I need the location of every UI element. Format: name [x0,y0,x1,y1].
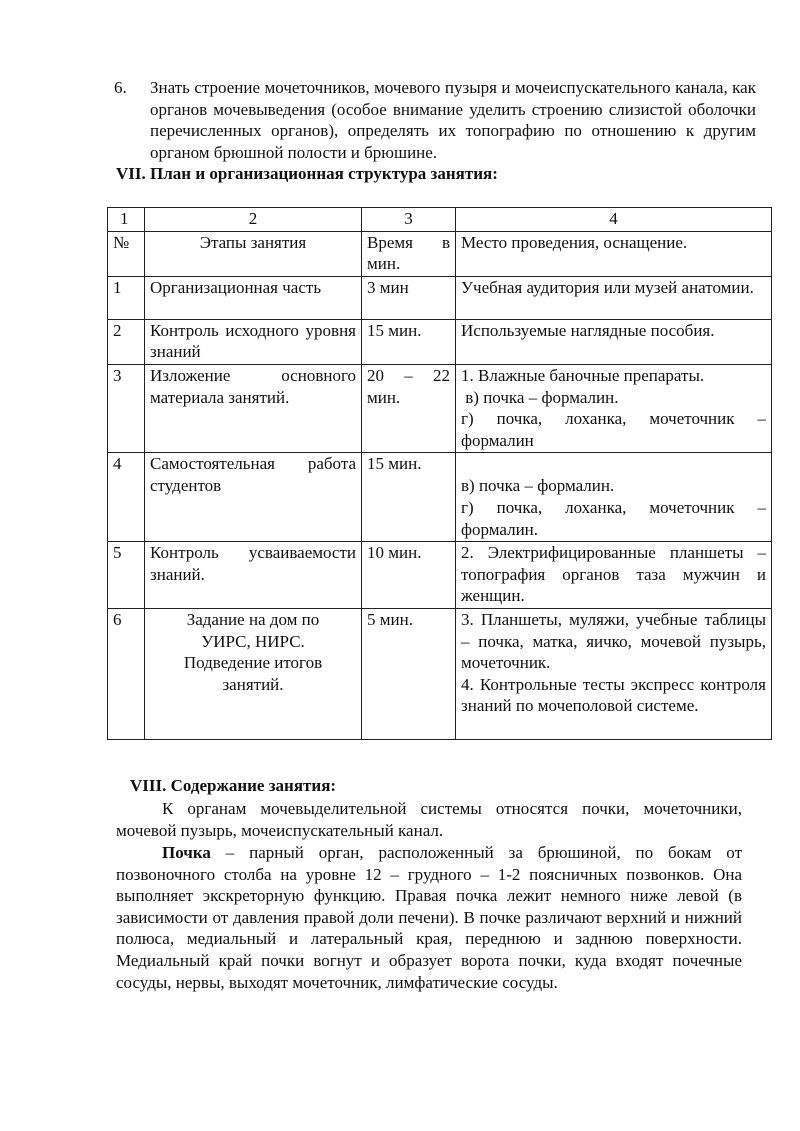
paragraph-kidney [116,842,742,993]
row-place [456,608,772,739]
row-place [456,364,772,452]
table-row [108,608,772,739]
kidney-description: – парный орган, расположенный за брюшиной, по бокам от позвоночного столба на уровне 12 – грудного – 1-2 поясничных позвонков. Она выполняет экскреторную функцию. Правая почка лежит немного ниже левой (в зависимости от давления правой доли печени). В почке различают верхний и нижний полюса, медиальный и латеральный края, переднюю и заднюю поверхности. Медиальный край почки вогнут и образует ворота почки, куда входят почечные сосуды, нервы, выходят мочеточник, лимфатические сосуды. [116,843,742,992]
row-place [456,453,772,542]
paragraph-urinary-organs: К органам мочевыделительной системы относятся почки, мочеточники, мочевой пузырь, мочеиспускательный канал. [116,799,742,840]
row-place: Используемые наглядные пособия. [456,319,772,364]
row-time: 20 – 22 мин. [362,364,456,452]
header-cell-stage: Этапы занятия [145,231,362,276]
row-stage: Контроль исходного уровня знаний [145,319,362,364]
stage-line: Задание на дом по [186,609,320,629]
item-text: Знать строение мочеточников, мочевого пузыря и мочеиспускательного канала, как органов мочевыведения (особое внимание уделить строению слизистой оболочки перечисленных органов), определять их топографию по отношению к другим органом брюшной полости и брюшине. [150,78,756,162]
table-row [108,542,772,609]
header-cell-time: Время в мин. [362,231,456,276]
table-row [108,364,772,452]
stage-line: Подведение итогов [183,653,323,673]
row-place: Учебная аудитория или музей анатомии. [456,276,772,319]
index-cell: 1 [108,208,145,232]
term-kidney: Почка [162,843,211,862]
table-index-row [108,208,772,232]
row-stage: Самостоятельная работа студентов [145,453,362,542]
index-cell: 2 [145,208,362,232]
row-stage: Контроль усваиваемости знаний. [145,542,362,609]
place-line: в) почка – формалин. [461,476,615,496]
row-stage [145,608,362,739]
index-cell: 4 [456,208,772,232]
row-stage: Организационная часть [145,276,362,319]
section-7-heading: VII. План и организационная структура занятия: [116,164,498,183]
table-row [108,276,772,319]
row-time: 10 мин. [362,542,456,609]
row-time: 3 мин [362,276,456,319]
place-line: в) почка – формалин. [461,387,619,407]
stage-line: занятий. [222,674,284,694]
row-number: 4 [108,453,145,542]
place-line: г) почка, лоханка, мочеточник – формалин. [461,497,766,539]
place-line: 3. Планшеты, муляжи, учебные таблицы – почка, матка, яичко, мочевой пузырь, мочеточник. [461,609,766,673]
row-time: 15 мин. [362,453,456,542]
index-cell: 3 [362,208,456,232]
header-cell-number: № [108,231,145,276]
row-time: 5 мин. [362,608,456,739]
row-stage: Изложение основного материала занятий. [145,364,362,452]
row-time: 15 мин. [362,319,456,364]
row-number: 6 [108,608,145,739]
lesson-plan-table [107,207,772,740]
table-header-row [108,231,772,276]
row-number: 1 [108,276,145,319]
table-row [108,319,772,364]
place-line: 4. Контрольные тесты экспресс контроля знаний по мочеполовой системе. [461,674,766,716]
section-8-heading: VIII. Содержание занятия: [130,776,337,795]
place-line: г) почка, лоханка, мочеточник – формалин [461,409,766,450]
table-row [108,453,772,542]
place-line: 1. Влажные баночные препараты. [461,365,705,385]
stage-line: УИРС, НИРС. [201,631,305,651]
row-place: 2. Электрифицированные планшеты – топография органов таза мужчин и женщин. [456,542,772,609]
row-number: 2 [108,319,145,364]
row-number: 5 [108,542,145,609]
header-cell-place: Место проведения, оснащение. [456,231,772,276]
item-number: 6. [114,78,127,97]
row-number: 3 [108,364,145,452]
